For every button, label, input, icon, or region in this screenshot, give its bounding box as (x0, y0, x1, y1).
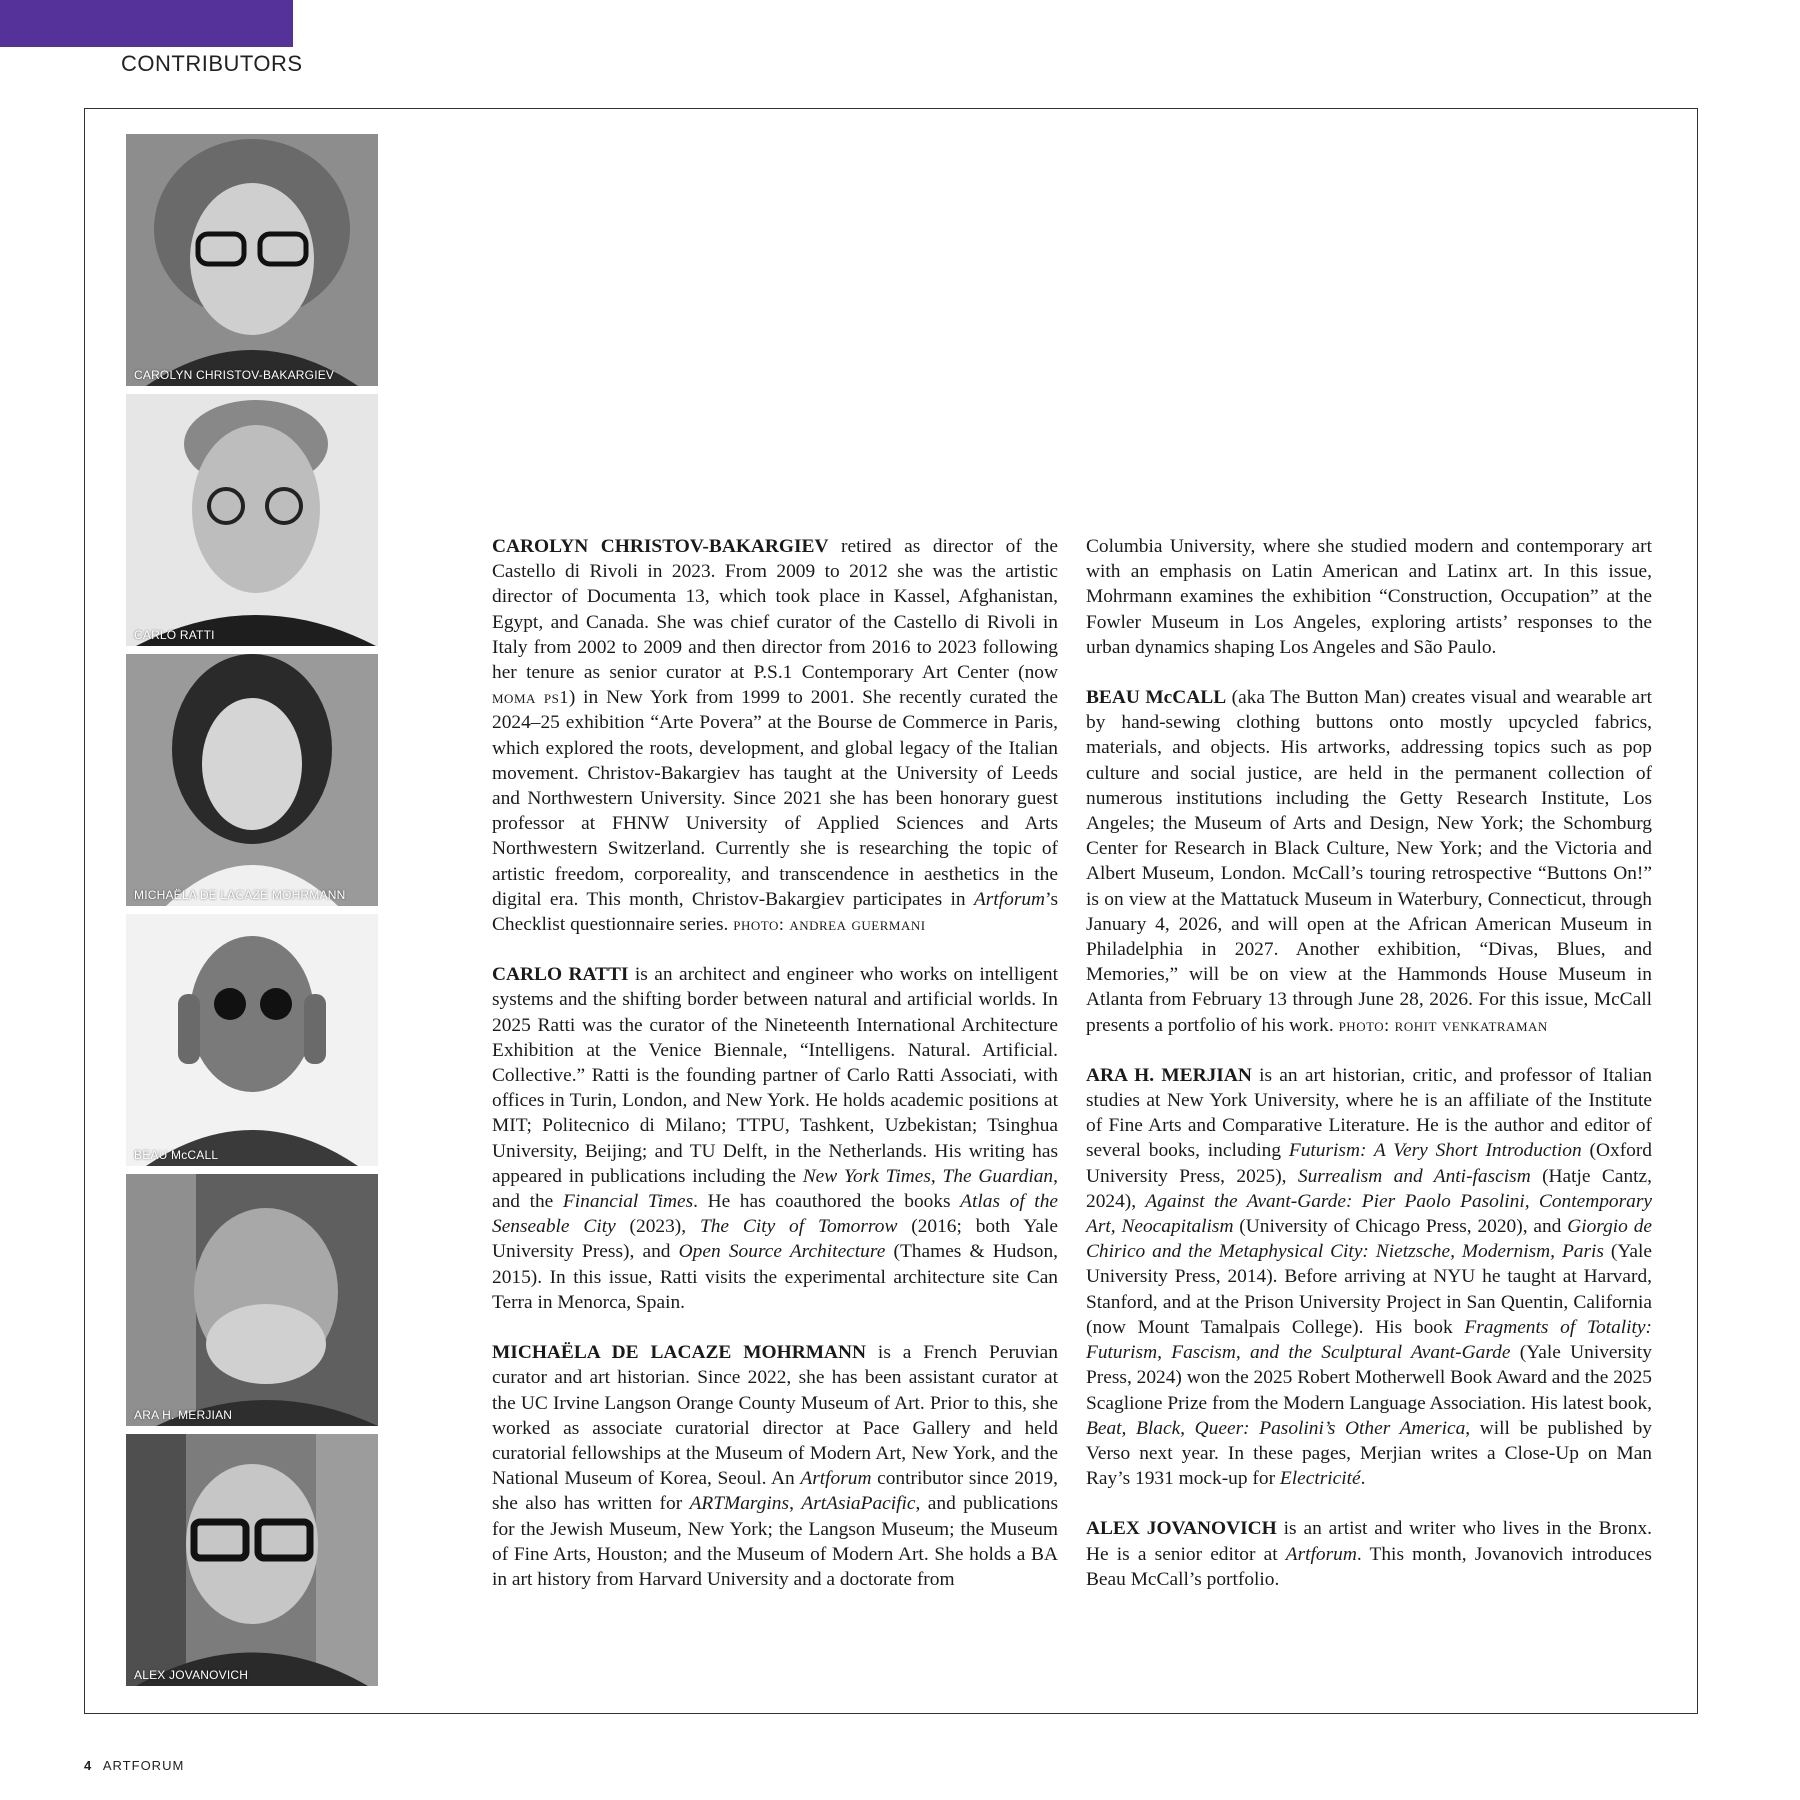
photo-merjian (126, 1174, 378, 1426)
bio-merjian (1086, 1063, 1652, 1491)
bio-text: contributor since 2019, she also has written for (492, 1468, 1058, 1515)
bio-text: ) in New York from 1999 to 2001. She recently curated the 2024–25 exhibition “Arte Povera” at the Bourse de Commerce in Paris, which explored the roots, development, and global legacy of the Italian movement. Christov-Bakargiev has taught at the University of Leeds and Northwestern University. Since 2021 she has been honorary guest professor at FHNW University of Applied Sciences and Arts Northwestern Switzerland. Currently she is researching the topic of artistic freedom, corporeality, and transcendence in aesthetics in the digital era. This month, Christov-Bakargiev participates in (492, 687, 1058, 910)
photo-jovanovich (126, 1434, 378, 1686)
bio-mohrmann (492, 1340, 1058, 1592)
bio-title: Artforum (973, 888, 1046, 910)
photo-credit: photo: rohit venkatraman (1338, 1014, 1548, 1035)
bio-title: Surrealism and Anti-fascism (1297, 1165, 1531, 1187)
bio-title: Artforum (800, 1468, 872, 1490)
bio-text: . This month, Jovanovich introduces Beau McCall’s portfolio. (1086, 1543, 1652, 1590)
photo-caption: BEAU McCALL (134, 1148, 219, 1162)
portrait-photo-icon (126, 394, 378, 646)
bio-text: (Yale University Press, 2014). Before arriving at NYU he taught at Harvard, Stanford, and at the Prison University Project in San Quentin, California (now Mount Tamalpais College). His book (1086, 1241, 1652, 1338)
bio-title: The City of Tomorrow (699, 1216, 898, 1238)
publication-name: ARTFORUM (102, 1758, 185, 1773)
bio-name: MICHAËLA DE LACAZE MOHRMANN (492, 1342, 867, 1364)
photo-caption: CARLO RATTI (134, 628, 215, 642)
bio-title: ARTMargins (689, 1493, 790, 1515)
bio-text: retired as director of the Castello di Rivoli in 2023. From 2009 to 2012 she was the artistic director of Documenta 13, which took place in Kassel, Afghanistan, Egypt, and Canada. She was chief curator of the Castello di Rivoli in Italy from 2002 to 2009 and then director from 2016 to 2023 following her tenure as senior curator at P.S.1 Contemporary Art Center (now (492, 536, 1059, 684)
bio-name: ARA H. MERJIAN (1086, 1064, 1252, 1086)
bio-title: Artforum (1285, 1543, 1357, 1565)
bio-text: (aka The Button Man) creates visual and wearable art by hand-sewing clothing buttons onto mostly upcycled fabrics, materials, and objects. His artworks, addressing topics such as pop culture and social justice, are held in the permanent collection of numerous institutions including the Getty Research Institute, Los Angeles; the Museum of Arts and Design, New York; the Schomburg Center for Research in Black Culture, New York; and the Victoria and Albert Museum, London. McCall’s touring retrospective “Buttons On!” is on view at the Mattatuck Museum in Waterbury, Connecticut, through January 4, 2026, and will open at the African American Museum in Philadelphia in 2027. Another exhibition, “Divas, Blues, and Memories,” will be on view at the Hammonds House Museum in Atlanta from February 13 through June 28, 2026. For this issue, McCall presents a portfolio of his work. (1086, 687, 1652, 1036)
photo-credit: photo: andrea guermani (733, 914, 926, 935)
bio-text: (Yale University Press, 2024) won the 2025 Robert Motherwell Book Award and the 2025 Scaglione Prize from the Modern Language Association. His latest book, (1086, 1342, 1652, 1414)
bio-text: . (1360, 1468, 1366, 1490)
bio-christov-bakargiev (492, 534, 1058, 937)
photo-caption: CAROLYN CHRISTOV-BAKARGIEV (134, 368, 335, 382)
bio-text: , (930, 1165, 943, 1187)
bio-name: BEAU McCALL (1086, 687, 1227, 709)
bio-title: Financial Times (562, 1191, 694, 1213)
bio-title: Giorgio de Chirico and the Metaphysical City: Nietzsche, Modernism, Paris (1086, 1216, 1652, 1263)
bio-text: (2023), (615, 1216, 700, 1238)
bio-text: (Thames & Hudson, 2015). In this issue, Ratti visits the experimental architecture site Can Terra in Menorca, Spain. (492, 1241, 1058, 1313)
bio-text: (Oxford University Press, 2025), (1086, 1140, 1652, 1187)
bio-title: Against the Avant-Garde: Pier Paolo Pasolini, Contemporary Art, Neocapitalism (1086, 1190, 1652, 1238)
bio-text: Columbia University, where she studied modern and contemporary art with an emphasis on Latin American and Latinx art. In this issue, Mohrmann examines the exhibition “Construction, Occupation” at the Fowler Museum in Los Angeles, exploring artists’ responses to the urban dynamics shaping Los Angeles and São Paulo. (1086, 536, 1652, 658)
photo-mohrmann (126, 654, 378, 906)
photo-caption: MICHAËLA DE LACAZE MOHRMANN (134, 888, 346, 902)
bio-title: ArtAsiaPacific (801, 1493, 916, 1515)
bio-title: Fragments of Totality: Futurism, Fascism, and the Sculptural Avant-Garde (1086, 1316, 1652, 1364)
bio-text: moma ps1 (492, 687, 569, 708)
bio-text: , will be published by Verso next year. In these pages, Merjian writes a Close-Up on Man Ray’s 1931 mock-up for (1086, 1417, 1653, 1490)
bio-title: Beat, Black, Queer: Pasolini’s Other America (1086, 1417, 1466, 1439)
bio-text: (University of Chicago Press, 2020), and (1233, 1216, 1568, 1238)
bio-text: is an artist and writer who lives in the Bronx. He is a senior editor at (1086, 1518, 1652, 1565)
bio-text: , and publications for the Jewish Museum, New York; the Langson Museum; the Museum of Fine Arts, Houston; and the Museum of Modern Art. She holds a BA in art history from Harvard University and a doctorate from (492, 1493, 1058, 1590)
bio-text: , (789, 1493, 802, 1515)
bio-name: CARLO RATTI (492, 964, 629, 986)
photo-mccall (126, 914, 378, 1166)
accent-bar (0, 0, 293, 47)
portrait-photo-icon (126, 134, 378, 386)
bio-text: is a French Peruvian curator and art historian. Since 2022, she has been assistant curator at the UC Irvine Langson Orange County Museum of Art. Prior to this, she worked as associate curatorial director at Pace Gallery and held curatorial fellowships at the Museum of Modern Art, New York, and the National Museum of Korea, Seoul. An (492, 1342, 1058, 1490)
photo-christov-bakargiev (126, 134, 378, 386)
page-number: 4 (84, 1758, 92, 1773)
bio-mccall (1086, 685, 1652, 1038)
bio-text: . He has coauthored the books (693, 1191, 961, 1213)
bio-mohrmann-continued (1086, 534, 1652, 660)
bio-text: is an architect and engineer who works on intelligent systems and the shifting border between natural and artificial worlds. In 2025 Ratti was the curator of the Nineteenth International Architecture Exhibition at the Venice Biennale, “Intelligens. Natural. Artificial. Collective.” Ratti is the founding partner of Carlo Ratti Associati, with offices in Turin, London, and New York. He holds academic positions at MIT; Politecnico di Milano; TTPU, Tashkent, Uzbekistan; Tsinghua University, Beijing; and TU Delft, in the Netherlands. His writing has appeared in publications including the (492, 964, 1058, 1187)
bio-text: , and the (492, 1165, 1058, 1213)
bio-title: Atlas of the Senseable City (492, 1191, 1058, 1238)
portrait-photo-icon (126, 1174, 378, 1426)
section-label: CONTRIBUTORS (121, 51, 303, 76)
bio-title: New York Times (802, 1165, 931, 1187)
bio-column-1 (492, 534, 1058, 1617)
bio-ratti (492, 962, 1058, 1315)
bio-jovanovich (1086, 1516, 1652, 1592)
bio-name: CAROLYN CHRISTOV-BAKARGIEV (492, 536, 829, 557)
bio-name: ALEX JOVANOVICH (1086, 1518, 1277, 1540)
page-footer (84, 1758, 184, 1773)
bio-title: Electricité (1279, 1468, 1361, 1490)
bio-text: (2016; both Yale University Press), and (492, 1216, 1058, 1263)
bio-text: (Hatje Cantz, 2024), (1086, 1165, 1652, 1212)
portrait-photo-icon (126, 1434, 378, 1686)
photo-caption: ALEX JOVANOVICH (134, 1668, 249, 1682)
bio-column-2 (1086, 534, 1652, 1617)
bio-title: The Guardian (942, 1165, 1054, 1187)
bio-text: is an art historian, critic, and professor of Italian studies at New York University, where he is an affiliate of the Institute of Fine Arts and Comparative Literature. He is the author and editor of several books, including (1086, 1064, 1652, 1162)
portrait-photo-icon (126, 654, 378, 906)
bio-text: ’s Checklist questionnaire series. (492, 888, 1058, 936)
bio-title: Futurism: A Very Short Introduction (1288, 1140, 1582, 1162)
photo-caption: ARA H. MERJIAN (134, 1408, 233, 1422)
bio-title: Open Source Architecture (678, 1241, 886, 1263)
portrait-photo-icon (126, 914, 378, 1166)
photo-ratti (126, 394, 378, 646)
